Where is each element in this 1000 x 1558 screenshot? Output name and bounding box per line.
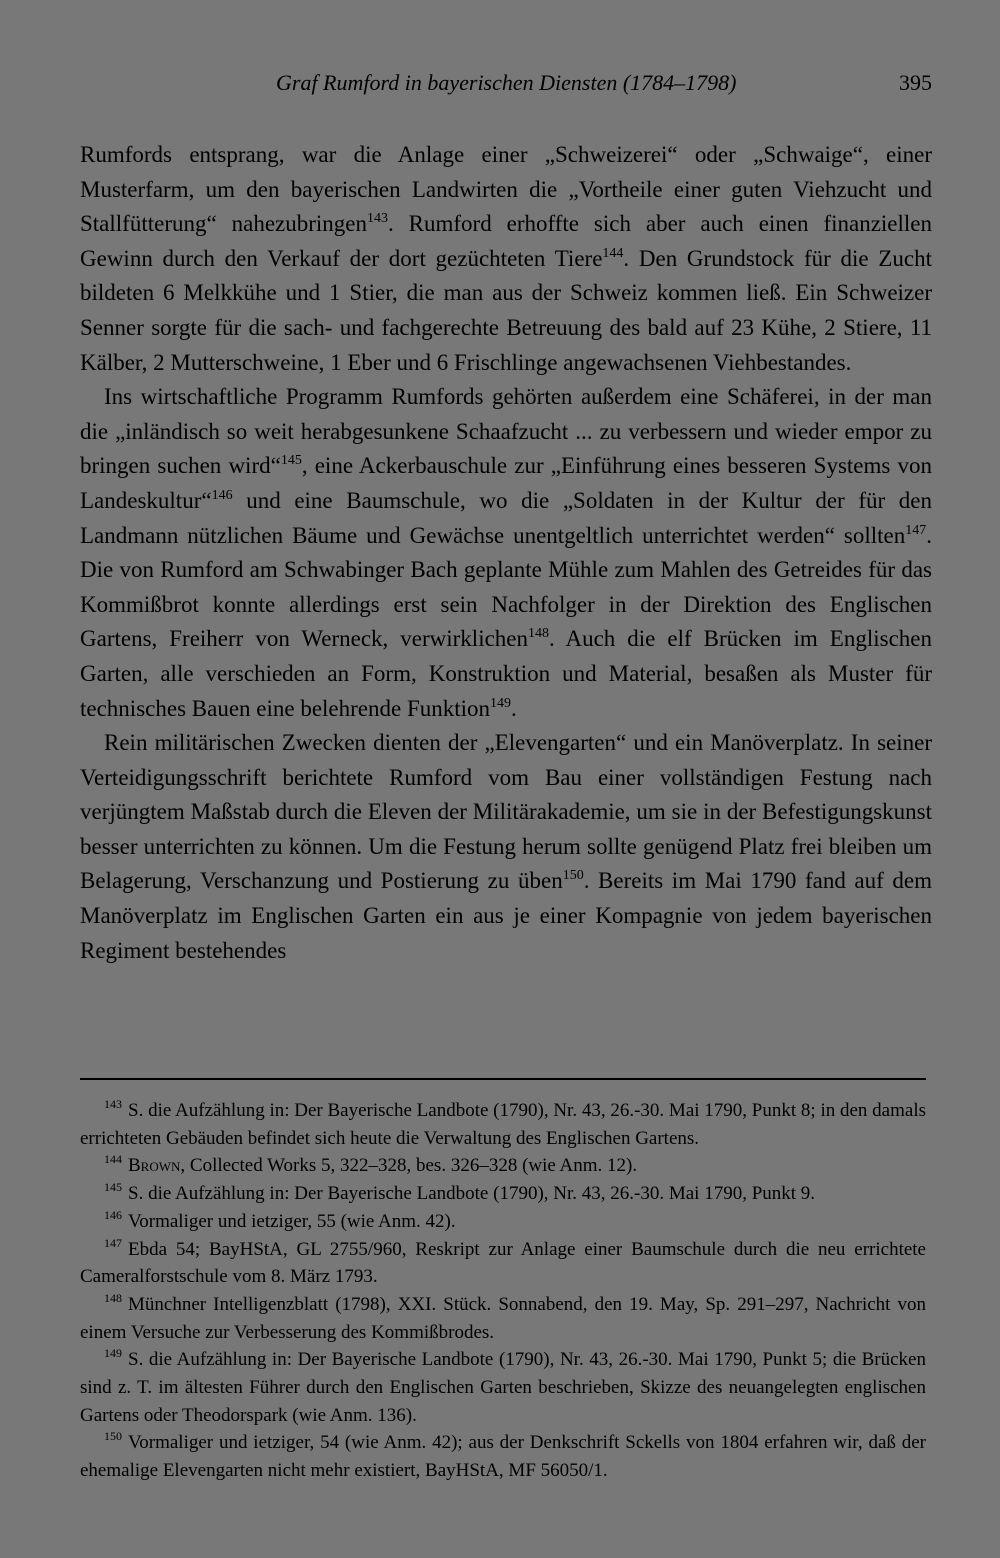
text-run: , eine Ackerbauschule zur „Einführung eines besseren Systems von Landeskultur“ [80, 453, 932, 513]
body-paragraph [80, 380, 932, 726]
running-title: Graf Rumford in bayerischen Diensten (1784–1798) [276, 70, 737, 95]
text-run: Rein militärischen Zwecken dienten der „Elevengarten“ und ein Manöverplatz. In seiner Verteidigungsschrift berichtete Rumford vom Bau einer vollständigen Festung nach verjüngtem Maßstab durch die Eleven der Militärakademie, um sie in der Befestigungskunst besser unterrichten zu können. Um die Festung herum sollte genügend Platz frei bleiben um Belagerung, Verschanzung und Postierung zu üben [80, 730, 932, 894]
footnote-number: 143 [104, 1097, 122, 1111]
text-run: Rumfords entsprang, war die Anlage einer „Schweizerei“ oder „Schwaige“, einer Musterfarm, um den bayerischen Landwirten die „Vortheile einer guten Viehzucht und Stallfütterung“ nahezubringen [80, 142, 932, 237]
footnote-reference: 147 [905, 522, 927, 538]
running-header [80, 70, 932, 110]
footnote [80, 1291, 926, 1346]
footnote-number: 149 [104, 1346, 122, 1361]
footnote-number: 145 [104, 1180, 122, 1195]
footnote [80, 1236, 926, 1291]
footnote [80, 1152, 926, 1180]
footnote-reference: 145 [280, 453, 302, 469]
text-run: S. die Aufzählung in: Der Bayerische Landbote (1790), Nr. 43, 26.-30. Mai 1790, Punkt 8; in den damals errichteten Gebäuden befindet sich heute die Verwaltung des Englischen Gartens. [80, 1100, 926, 1149]
text-run: S. die Aufzählung in: Der Bayerische Landbote (1790), Nr. 43, 26.-30. Mai 1790, Punkt 9. [128, 1183, 816, 1205]
footnote-number: 146 [104, 1207, 122, 1222]
text-run: Vormaliger und ietziger, 55 (wie Anm. 42). [128, 1210, 456, 1232]
author-name: Brown [128, 1155, 181, 1177]
footnote-rule [80, 1078, 926, 1080]
text-run: . [511, 695, 517, 721]
footnote-reference: 149 [490, 695, 512, 711]
text-run: und eine Baumschule, wo die „Soldaten in der Kultur der für den Landmann nützlichen Bäume und Gewächse unentgeltlich unterrichtet werden“ sollten [80, 487, 932, 548]
footnote-reference: 150 [562, 868, 584, 884]
text-run: . Auch die elf Brücken im Englischen Garten, alle verschieden an Form, Konstruktion und Material, besaßen als Muster für technisches Bauen eine belehrende Funktion [80, 626, 932, 721]
text-run: S. die Aufzählung in: Der Bayerische Landbote (1790), Nr. 43, 26.-30. Mai 1790, Punkt 5; die Brücken sind z. T. im ältesten Führer durch den Englischen Garten beschrieben, Skizze des neuangelegten englischen Gartens oder Theodorspark (wie Anm. 136). [80, 1349, 926, 1426]
page-number: 395 [899, 70, 932, 95]
footnote-reference: 148 [528, 626, 550, 642]
footnote-number: 150 [104, 1429, 122, 1444]
footnotes [80, 1097, 926, 1485]
body-text [80, 138, 932, 968]
footnote-number: 147 [104, 1235, 122, 1250]
body-paragraph [80, 726, 932, 968]
text-run: . Rumford erhoffte sich aber auch einen finanziellen Gewinn durch den Verkauf der dort gezüchteten Tiere [80, 211, 932, 271]
text-run: Münchner Intelligenzblatt (1798), XXI. Stück. Sonnabend, den 19. May, Sp. 291–297, Nachricht von einem Versuche zur Verbesserung des Kommißbrodes. [80, 1293, 926, 1343]
footnote [80, 1208, 926, 1236]
text-run: , Collected Works 5, 322–328, bes. 326–328 (wie Anm. 12). [180, 1155, 638, 1177]
footnote [80, 1346, 926, 1429]
footnote [80, 1180, 926, 1208]
text-run: . Den Grundstock für die Zucht bildeten 6 Melkkühe und 1 Stier, die man aus der Schweiz kommen ließ. Ein Schweizer Senner sorgte für die sach- und fachgerechte Betreuung des bald auf 23 Kühe, 2 Stiere, 11 Kälber, 2 Mutterschweine, 1 Eber und 6 Frischlinge angewachsenen Viehbestandes. [80, 245, 932, 375]
text-run: Ebda 54; BayHStA, GL 2755/960, Reskript zur Anlage einer Baumschule durch die neu errichtete Cameralforstschule vom 8. März 1793. [80, 1238, 926, 1288]
text-run: . Die von Rumford am Schwabinger Bach geplante Mühle zum Mahlen des Getreides für das Kommißbrot konnte allerdings erst sein Nachfolger in der Direktion des Englischen Gartens, Freiherr von Werneck, verwirklichen [80, 522, 932, 652]
text-run: . Bereits im Mai 1790 fand auf dem Manöverplatz im Englischen Garten ein aus je einer Kompagnie von jedem bayerischen Regiment bestehendes [80, 868, 933, 963]
footnote-reference: 146 [211, 487, 233, 503]
body-paragraph [80, 138, 932, 380]
text-run: Ins wirtschaftliche Programm Rumfords gehörten außerdem eine Schäferei, in der man die „inländisch so weit herabgesunkene Schaafzucht ... zu verbessern und wieder empor zu bringen suchen wird“ [80, 384, 932, 479]
footnote-number: 148 [104, 1290, 122, 1305]
footnote-number: 144 [104, 1152, 122, 1167]
footnote-reference: 144 [602, 245, 624, 261]
footnote [80, 1097, 926, 1152]
footnote [80, 1429, 926, 1484]
footnote-reference: 143 [367, 211, 388, 227]
text-run: Vormaliger und ietziger, 54 (wie Anm. 42); aus der Denkschrift Sckells von 1804 erfahren wir, daß der ehemalige Elevengarten nicht mehr existiert, BayHStA, MF 56050/1. [80, 1432, 926, 1482]
